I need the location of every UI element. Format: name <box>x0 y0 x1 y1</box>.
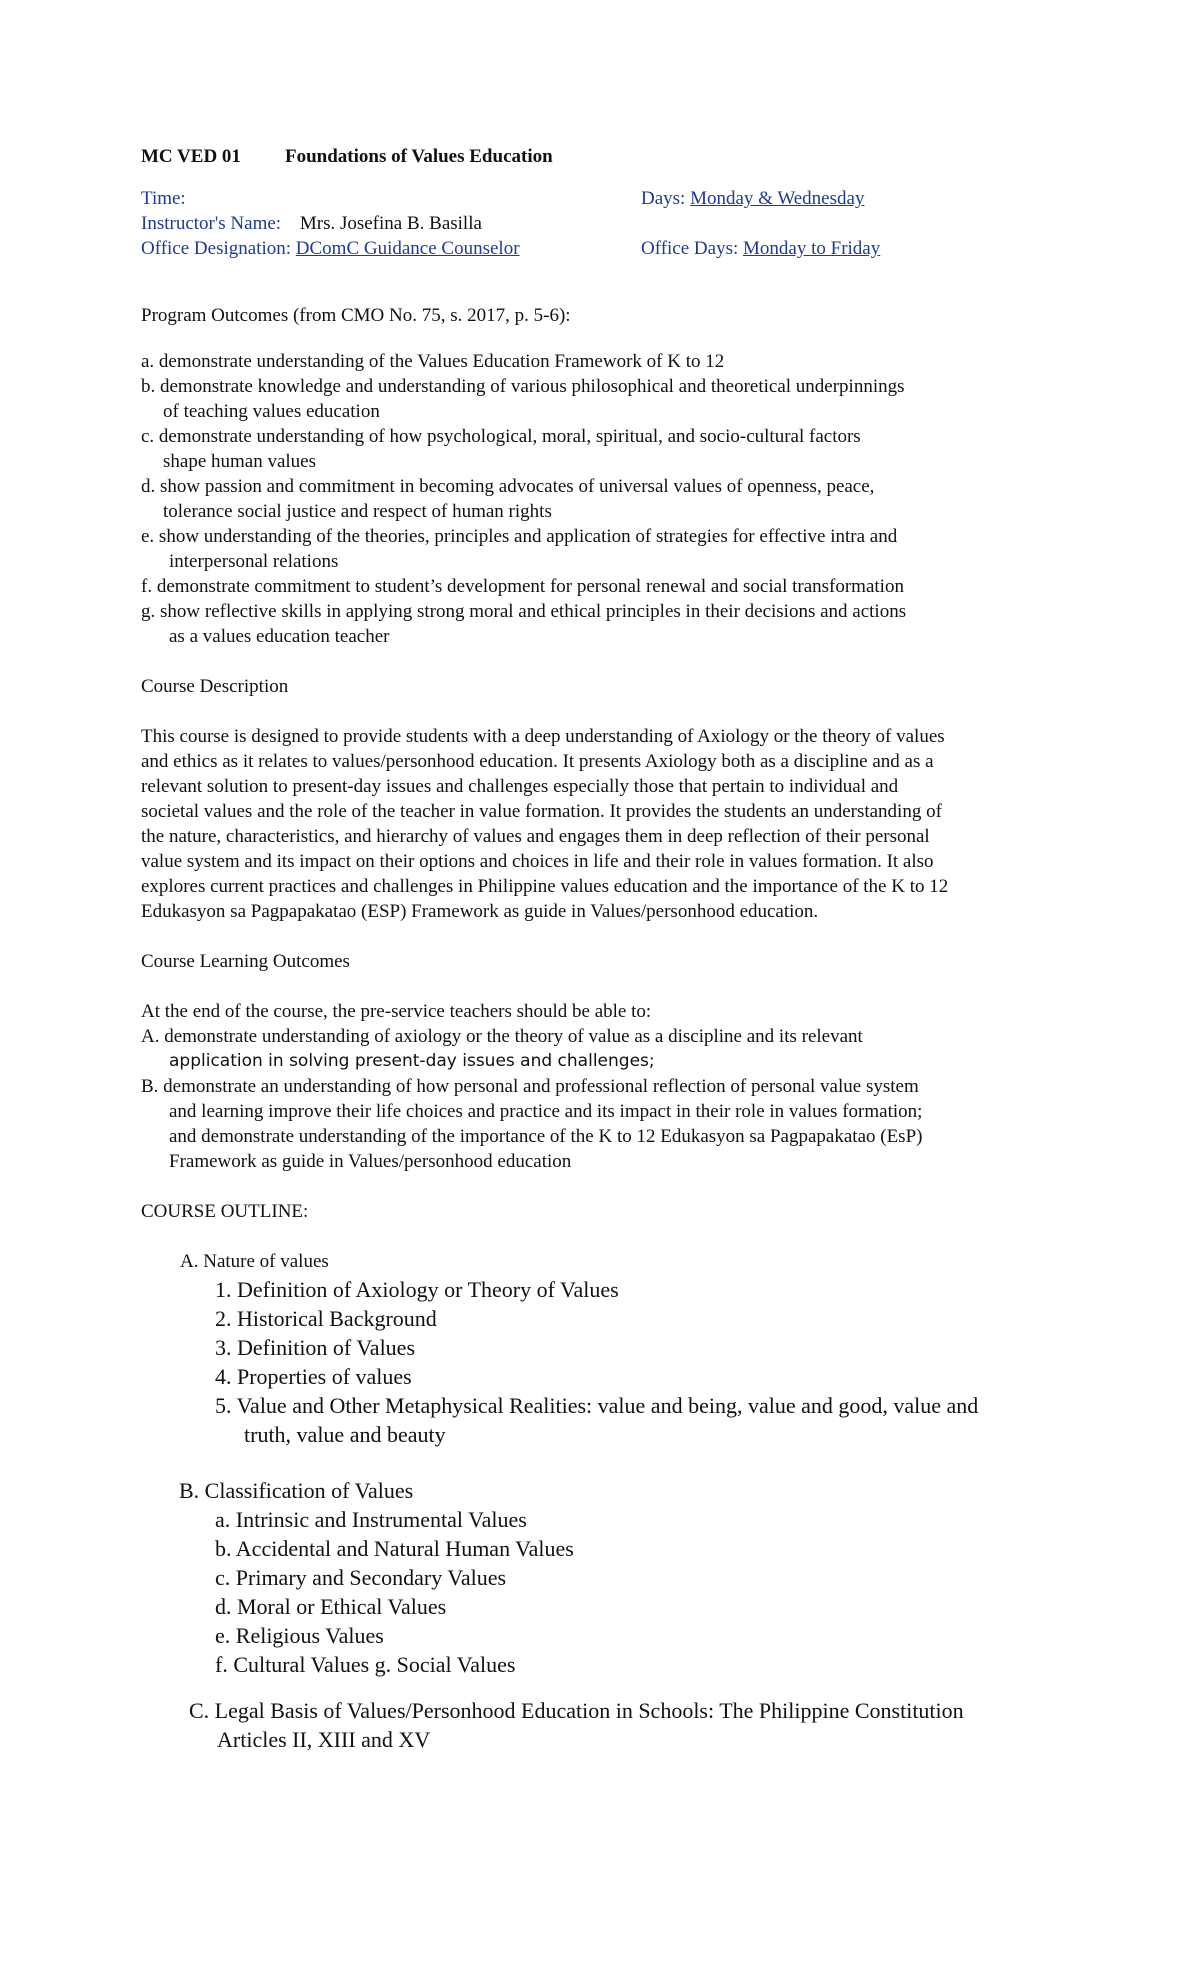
office-label: Office Designation: <box>141 238 292 259</box>
outline-item: 2. Historical Background <box>215 1306 437 1331</box>
program-outcome-line: e. show understanding of the theories, principles and application of strategies for effective intra and <box>141 526 898 547</box>
instructor-value: Mrs. Josefina B. Basilla <box>299 213 482 234</box>
outline-item-continued: truth, value and beauty <box>244 1422 446 1447</box>
program-outcome-line: c. demonstrate understanding of how psychological, moral, spiritual, and socio-cultural factors <box>141 426 861 447</box>
program-outcome-line: d. show passion and commitment in becoming advocates of universal values of openness, peace, <box>141 476 875 497</box>
program-outcomes-heading: Program Outcomes (from CMO No. 75, s. 2017, p. 5-6): <box>141 305 571 326</box>
learning-outcome-a-continued: application in solving present-day issues and challenges; <box>169 1051 655 1071</box>
days-label: Days: <box>641 188 686 209</box>
outline-item: e. Religious Values <box>215 1623 384 1648</box>
course-outline-heading: COURSE OUTLINE: <box>141 1201 309 1222</box>
program-outcome-line: as a values education teacher <box>169 626 390 647</box>
outline-item: f. Cultural Values g. Social Values <box>215 1652 516 1677</box>
description-line: This course is designed to provide students with a deep understanding of Axiology or the theory of values <box>141 726 945 747</box>
learning-outcome-a: A. demonstrate understanding of axiology or the theory of value as a discipline and its relevant <box>141 1026 863 1047</box>
learning-outcome-b: B. demonstrate an understanding of how personal and professional reflection of personal value system <box>141 1076 919 1097</box>
outline-item: 5. Value and Other Metaphysical Realities: value and being, value and good, value and <box>215 1393 979 1418</box>
learning-outcomes-intro: At the end of the course, the pre-service teachers should be able to: <box>141 1001 652 1022</box>
outline-item: 1. Definition of Axiology or Theory of Values <box>215 1277 619 1302</box>
program-outcome-line: g. show reflective skills in applying strong moral and ethical principles in their decisions and actions <box>141 601 907 622</box>
description-line: societal values and the role of the teacher in value formation. It provides the students an understanding of <box>141 801 942 822</box>
program-outcome-line: tolerance social justice and respect of human rights <box>163 501 552 522</box>
office-value: DComC Guidance Counselor <box>295 238 520 259</box>
office-days-field <box>641 236 880 261</box>
description-line: and ethics as it relates to values/personhood education. It presents Axiology both as a discipline and as a <box>141 751 934 772</box>
outline-item: c. Primary and Secondary Values <box>215 1565 507 1590</box>
description-line: Edukasyon sa Pagpapakatao (ESP) Framework as guide in Values/personhood education. <box>141 901 819 922</box>
learning-outcome-b-continued: and learning improve their life choices and practice and its impact in their role in values formation; <box>169 1101 923 1122</box>
office-days-label: Office Days: <box>641 238 739 259</box>
program-outcome-line: a. demonstrate understanding of the Values Education Framework of K to 12 <box>141 351 725 372</box>
office-days-value: Monday to Friday <box>743 238 881 259</box>
instructor-field <box>141 211 482 236</box>
days-value: Monday & Wednesday <box>690 188 865 209</box>
program-outcome-line: of teaching values education <box>163 401 380 422</box>
learning-outcome-b-continued: Framework as guide in Values/personhood education <box>169 1151 572 1172</box>
outline-item: d. Moral or Ethical Values <box>215 1594 447 1619</box>
course-description-heading: Course Description <box>141 676 289 697</box>
learning-outcome-b-continued: and demonstrate understanding of the importance of the K to 12 Edukasyon sa Pagpapakatao (EsP) <box>169 1126 923 1147</box>
learning-outcomes-heading: Course Learning Outcomes <box>141 951 350 972</box>
description-line: value system and its impact on their options and choices in life and their role in values formation. It also <box>141 851 934 872</box>
instructor-label: Instructor's Name: <box>141 213 282 234</box>
outline-section-a-title: A. Nature of values <box>180 1251 329 1272</box>
outline-item: a. Intrinsic and Instrumental Values <box>215 1507 527 1532</box>
outline-section-b-title: B. Classification of Values <box>179 1478 414 1503</box>
outline-item: 3. Definition of Values <box>215 1335 416 1360</box>
outline-item: 4. Properties of values <box>215 1364 412 1389</box>
program-outcome-line: interpersonal relations <box>169 551 339 572</box>
outline-section-c-title: C. Legal Basis of Values/Personhood Education in Schools: The Philippine Constitution <box>189 1698 964 1723</box>
course-title: Foundations of Values Education <box>285 146 553 167</box>
office-field <box>141 236 520 261</box>
program-outcome-line: f. demonstrate commitment to student’s development for personal renewal and social transformation <box>141 576 904 597</box>
program-outcome-line: b. demonstrate knowledge and understanding of various philosophical and theoretical underpinnings <box>141 376 905 397</box>
outline-item: b. Accidental and Natural Human Values <box>215 1536 574 1561</box>
days-field <box>641 186 864 211</box>
program-outcome-line: shape human values <box>163 451 317 472</box>
description-line: relevant solution to present-day issues and challenges especially those that pertain to individual and <box>141 776 899 797</box>
course-code: MC VED 01 <box>141 146 241 167</box>
description-line: explores current practices and challenges in Philippine values education and the importance of the K to 12 <box>141 876 949 897</box>
time-label: Time: <box>141 188 186 209</box>
outline-section-c-continued: Articles II, XIII and XV <box>217 1727 431 1752</box>
description-line: the nature, characteristics, and hierarchy of values and engages them in deep reflection of their personal <box>141 826 930 847</box>
